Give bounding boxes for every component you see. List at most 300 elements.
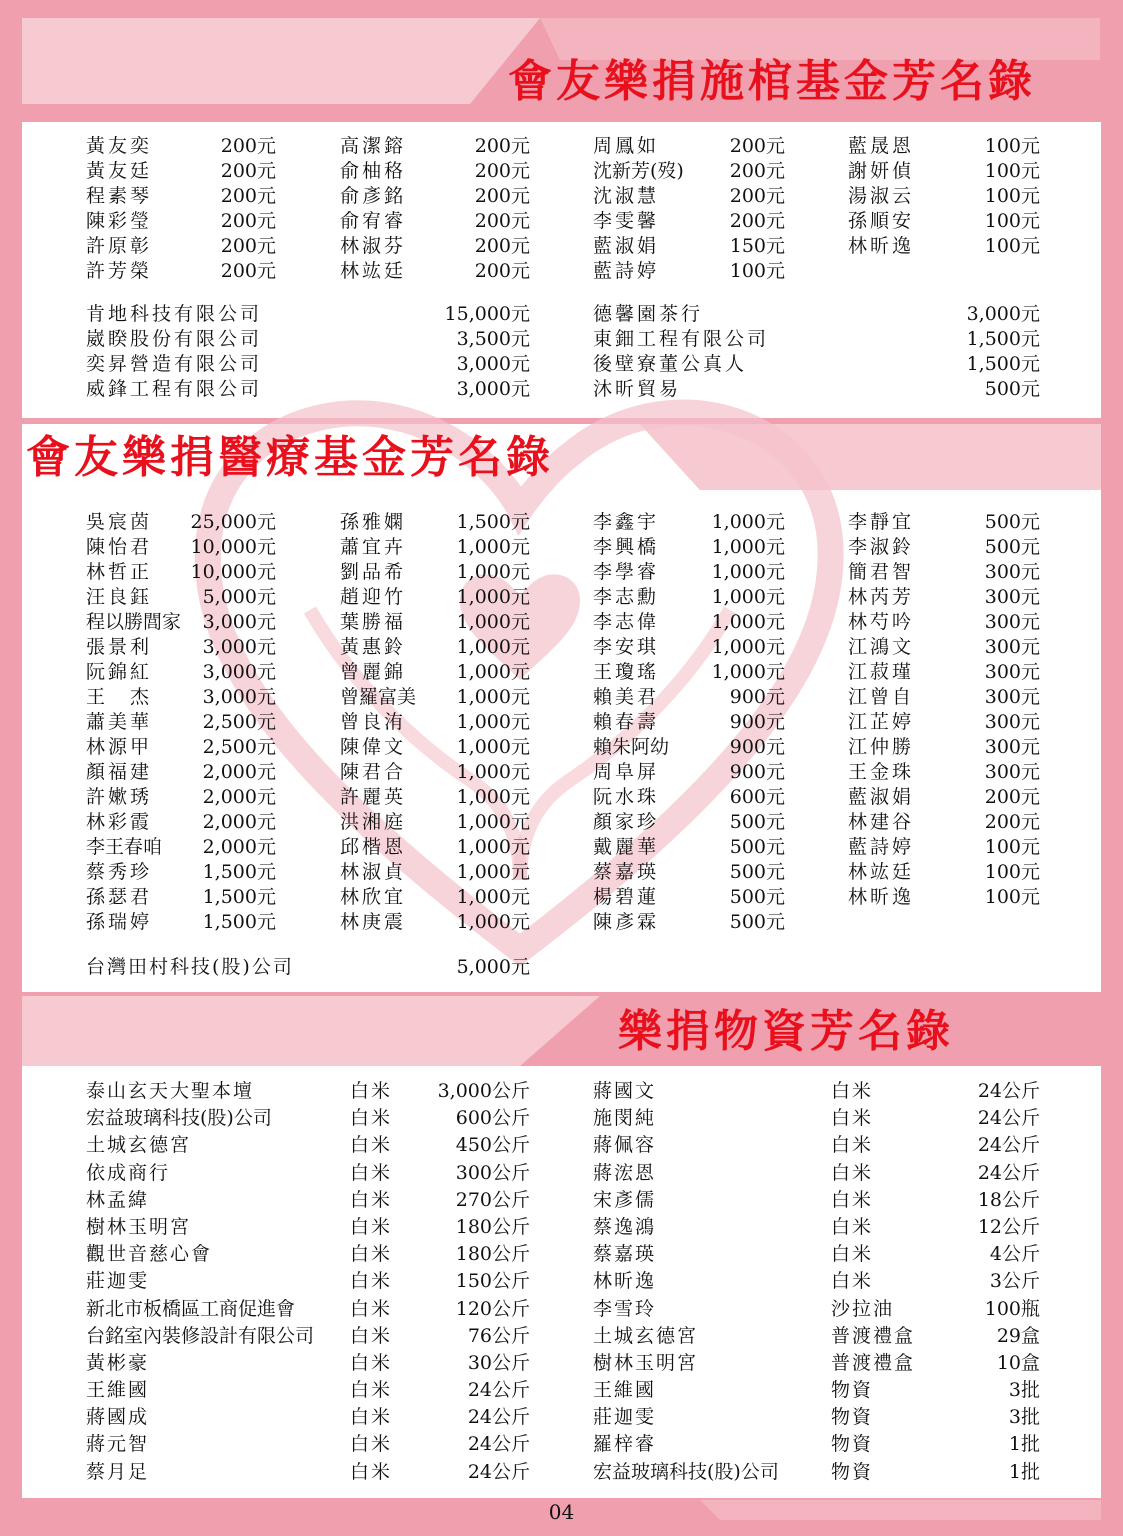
donor-name: 李王春咱 xyxy=(86,836,163,858)
donor-row xyxy=(86,835,276,860)
section2-title: 會友樂捐醫療基金芳名錄 xyxy=(26,432,554,483)
donor-row xyxy=(593,810,785,835)
material-item: 沙拉油 xyxy=(831,1297,895,1320)
material-item: 白米 xyxy=(350,1406,393,1429)
donor-row xyxy=(593,610,785,635)
donor-row xyxy=(848,610,1040,635)
material-quantity: 30公斤 xyxy=(467,1351,530,1374)
donor-name: 林竑廷 xyxy=(340,260,407,282)
material-item: 白米 xyxy=(350,1134,393,1157)
donor-name: 黃惠鈴 xyxy=(340,636,407,658)
donor-amount: 300元 xyxy=(984,661,1040,683)
material-donor: 蔡嘉瑛 xyxy=(593,1243,657,1266)
donor-name: 陳君合 xyxy=(340,761,407,783)
material-item: 普渡禮盒 xyxy=(831,1324,916,1347)
donor-name: 邱楷恩 xyxy=(340,836,407,858)
donor-amount: 500元 xyxy=(984,511,1040,533)
material-donor: 蔣佩容 xyxy=(593,1134,657,1157)
material-donor: 王維國 xyxy=(593,1379,657,1402)
donor-row xyxy=(340,735,530,760)
donor-name: 蕭美華 xyxy=(86,711,153,733)
company-row xyxy=(86,327,530,352)
donor-row xyxy=(593,635,785,660)
donor-name: 周阜屏 xyxy=(593,761,660,783)
donor-name: 林昕逸 xyxy=(848,235,915,257)
material-donor: 林昕逸 xyxy=(593,1270,657,1293)
donor-name: 賴美君 xyxy=(593,686,660,708)
donor-name: 江鴻文 xyxy=(848,636,915,658)
donor-name: 王金珠 xyxy=(848,761,915,783)
material-item: 白米 xyxy=(350,1324,393,1347)
donor-row xyxy=(848,560,1040,585)
donor-name: 李靜宜 xyxy=(848,511,915,533)
material-item: 白米 xyxy=(350,1379,393,1402)
company-name: 崴睽股份有限公司 xyxy=(86,328,263,350)
donor-row xyxy=(86,159,276,184)
donor-name: 賴春壽 xyxy=(593,711,660,733)
donor-row xyxy=(593,660,785,685)
donor-name: 高潔鎔 xyxy=(340,135,407,157)
donor-amount: 100元 xyxy=(984,235,1040,257)
donor-amount: 100元 xyxy=(984,886,1040,908)
section1-col-4 xyxy=(848,134,1040,259)
donor-row xyxy=(86,785,276,810)
donor-amount: 1,000元 xyxy=(456,886,530,908)
section2-col-1 xyxy=(86,510,276,935)
material-quantity: 24公斤 xyxy=(977,1134,1040,1157)
material-item: 白米 xyxy=(350,1188,393,1211)
donor-row xyxy=(848,585,1040,610)
material-quantity: 600公斤 xyxy=(455,1107,530,1130)
donor-amount: 1,000元 xyxy=(711,511,785,533)
donor-amount: 3,000元 xyxy=(202,661,276,683)
donor-name: 蔡秀珍 xyxy=(86,861,153,883)
material-quantity: 24公斤 xyxy=(467,1406,530,1429)
material-item: 白米 xyxy=(831,1107,874,1130)
donor-name: 王瓊瑤 xyxy=(593,661,660,683)
material-row xyxy=(86,1268,530,1295)
material-donor: 新北市板橋區工商促進會 xyxy=(86,1297,296,1320)
donor-name: 林源甲 xyxy=(86,736,153,758)
material-donor: 樹林玉明宮 xyxy=(86,1215,192,1238)
material-row xyxy=(593,1296,1040,1323)
donor-name: 曾良洧 xyxy=(340,711,407,733)
donor-amount: 200元 xyxy=(220,235,276,257)
donor-name: 江菽瑾 xyxy=(848,661,915,683)
material-quantity: 76公斤 xyxy=(467,1324,530,1347)
donor-row xyxy=(340,910,530,935)
donor-amount: 500元 xyxy=(729,861,785,883)
material-row xyxy=(593,1459,1040,1486)
donor-name: 葉勝福 xyxy=(340,611,407,633)
material-quantity: 24公斤 xyxy=(467,1379,530,1402)
company-row xyxy=(593,302,1040,327)
material-item: 白米 xyxy=(350,1080,393,1102)
donor-name: 黃友奕 xyxy=(86,135,153,157)
donor-row xyxy=(340,785,530,810)
material-donor: 王維國 xyxy=(86,1379,150,1402)
donor-amount: 200元 xyxy=(220,260,276,282)
company-name: 德馨園茶行 xyxy=(593,303,704,325)
donor-amount: 3,000元 xyxy=(202,636,276,658)
company-row xyxy=(593,377,1040,402)
donor-name: 孫雅嫻 xyxy=(340,511,407,533)
material-row xyxy=(86,1350,530,1377)
material-quantity: 24公斤 xyxy=(977,1107,1040,1130)
donor-amount: 900元 xyxy=(729,761,785,783)
donor-row xyxy=(86,234,276,259)
material-quantity: 29盒 xyxy=(996,1324,1040,1347)
donor-row xyxy=(848,885,1040,910)
donor-row xyxy=(593,585,785,610)
donor-row xyxy=(86,660,276,685)
donor-amount: 1,500元 xyxy=(202,911,276,933)
material-item: 白米 xyxy=(831,1270,874,1293)
donor-row xyxy=(86,810,276,835)
material-donor: 宏益玻璃科技(股)公司 xyxy=(86,1107,272,1130)
donor-name: 李學睿 xyxy=(593,561,660,583)
donor-row xyxy=(848,785,1040,810)
donor-amount: 500元 xyxy=(729,911,785,933)
material-item: 白米 xyxy=(350,1297,393,1320)
donor-amount: 100元 xyxy=(984,160,1040,182)
donor-name: 李興橋 xyxy=(593,536,660,558)
material-item: 物資 xyxy=(831,1379,874,1402)
donor-row xyxy=(340,159,530,184)
donor-name: 李志偉 xyxy=(593,611,660,633)
material-row xyxy=(593,1078,1040,1105)
donor-row xyxy=(340,710,530,735)
donor-name: 林芮芳 xyxy=(848,586,915,608)
donor-name: 林竑廷 xyxy=(848,861,915,883)
material-row xyxy=(593,1241,1040,1268)
donor-amount: 200元 xyxy=(220,135,276,157)
donor-name: 程素琴 xyxy=(86,185,153,207)
donor-row xyxy=(593,785,785,810)
section2-company xyxy=(86,955,530,980)
company-amount: 5,000元 xyxy=(456,956,530,978)
donor-name: 顏福建 xyxy=(86,761,153,783)
donor-name: 江曾自 xyxy=(848,686,915,708)
page-number: 04 xyxy=(548,1500,575,1524)
donor-amount: 300元 xyxy=(984,636,1040,658)
donor-amount: 10,000元 xyxy=(190,561,276,583)
donor-name: 蕭宜卉 xyxy=(340,536,407,558)
donor-name: 林淑貞 xyxy=(340,861,407,883)
donor-row xyxy=(340,259,530,284)
donor-name: 陳彩瑩 xyxy=(86,210,153,232)
material-row xyxy=(593,1323,1040,1350)
company-name: 威鋒工程有限公司 xyxy=(86,378,263,400)
material-quantity: 150公斤 xyxy=(455,1270,530,1293)
material-donor: 李雪玲 xyxy=(593,1297,657,1320)
material-quantity: 24公斤 xyxy=(467,1460,530,1483)
donor-amount: 300元 xyxy=(984,686,1040,708)
donor-row xyxy=(86,585,276,610)
donor-row xyxy=(848,535,1040,560)
company-row xyxy=(593,327,1040,352)
section1-col-1 xyxy=(86,134,276,284)
material-quantity: 270公斤 xyxy=(455,1188,530,1211)
donor-amount: 100元 xyxy=(984,185,1040,207)
donor-row xyxy=(340,660,530,685)
company-amount: 500元 xyxy=(984,378,1040,400)
donor-row xyxy=(340,184,530,209)
donor-amount: 150元 xyxy=(729,235,785,257)
donor-name: 藍詩婷 xyxy=(593,260,660,282)
company-amount: 3,000元 xyxy=(966,303,1040,325)
company-row xyxy=(593,352,1040,377)
donor-amount: 200元 xyxy=(220,210,276,232)
material-donor: 蔣元智 xyxy=(86,1433,150,1456)
donor-row xyxy=(340,560,530,585)
donor-row xyxy=(86,560,276,585)
company-name: 奕昇營造有限公司 xyxy=(86,353,263,375)
donor-row xyxy=(340,234,530,259)
donor-row xyxy=(86,510,276,535)
material-row xyxy=(86,1132,530,1159)
donor-row xyxy=(86,885,276,910)
donor-amount: 1,500元 xyxy=(456,511,530,533)
donor-name: 周鳳如 xyxy=(593,135,660,157)
material-row xyxy=(86,1431,530,1458)
company-row xyxy=(86,377,530,402)
material-quantity: 3批 xyxy=(1008,1379,1040,1402)
material-donor: 泰山玄天大聖本壇 xyxy=(86,1080,255,1102)
donor-amount: 200元 xyxy=(474,260,530,282)
donor-amount: 1,000元 xyxy=(456,786,530,808)
section2-col-4 xyxy=(848,510,1040,910)
material-quantity: 1批 xyxy=(1008,1460,1040,1483)
donor-row xyxy=(86,635,276,660)
donor-amount: 2,000元 xyxy=(202,786,276,808)
material-donor: 莊迦雯 xyxy=(593,1406,657,1429)
donor-row xyxy=(86,910,276,935)
donor-name: 黃友廷 xyxy=(86,160,153,182)
donor-amount: 200元 xyxy=(220,160,276,182)
donor-row xyxy=(848,234,1040,259)
donor-name: 楊碧蓮 xyxy=(593,886,660,908)
donor-row xyxy=(593,735,785,760)
donor-row xyxy=(593,910,785,935)
donor-amount: 5,000元 xyxy=(202,586,276,608)
donor-name: 林昕逸 xyxy=(848,886,915,908)
material-row xyxy=(593,1377,1040,1404)
donor-row xyxy=(340,885,530,910)
material-donor: 林孟緯 xyxy=(86,1188,150,1211)
donor-name: 賴朱阿幼 xyxy=(593,736,670,758)
donor-name: 藍詩婷 xyxy=(848,836,915,858)
donor-amount: 200元 xyxy=(984,811,1040,833)
donor-row xyxy=(848,685,1040,710)
material-quantity: 450公斤 xyxy=(455,1134,530,1157)
material-item: 物資 xyxy=(831,1406,874,1429)
donor-amount: 200元 xyxy=(729,135,785,157)
donor-amount: 1,500元 xyxy=(202,861,276,883)
donor-row xyxy=(593,885,785,910)
donor-name: 林芍吟 xyxy=(848,611,915,633)
donor-name: 張景利 xyxy=(86,636,153,658)
material-donor: 樹林玉明宮 xyxy=(593,1351,699,1374)
donor-amount: 500元 xyxy=(729,811,785,833)
donor-row xyxy=(848,510,1040,535)
material-quantity: 18公斤 xyxy=(977,1188,1040,1211)
donor-row xyxy=(593,560,785,585)
section3-left-list xyxy=(86,1078,530,1486)
donor-row xyxy=(848,710,1040,735)
donor-amount: 3,000元 xyxy=(202,686,276,708)
donor-name: 沈新芳(歿) xyxy=(593,160,684,182)
donor-amount: 200元 xyxy=(474,210,530,232)
donor-amount: 200元 xyxy=(474,135,530,157)
section2-col-2 xyxy=(340,510,530,935)
donor-amount: 200元 xyxy=(474,160,530,182)
material-quantity: 10盒 xyxy=(996,1351,1040,1374)
donor-amount: 300元 xyxy=(984,761,1040,783)
donor-amount: 2,000元 xyxy=(202,811,276,833)
donor-amount: 1,000元 xyxy=(711,636,785,658)
section3-title: 樂捐物資芳名錄 xyxy=(618,1006,954,1057)
donor-amount: 1,000元 xyxy=(711,586,785,608)
material-quantity: 24公斤 xyxy=(977,1080,1040,1102)
section3-right-list xyxy=(593,1078,1040,1486)
donor-amount: 2,500元 xyxy=(202,711,276,733)
donor-amount: 500元 xyxy=(729,836,785,858)
donor-amount: 200元 xyxy=(729,160,785,182)
donor-row xyxy=(340,510,530,535)
donor-amount: 2,000元 xyxy=(202,836,276,858)
material-row xyxy=(593,1214,1040,1241)
donor-row xyxy=(848,835,1040,860)
donor-row xyxy=(86,860,276,885)
donor-amount: 1,000元 xyxy=(456,661,530,683)
donor-row xyxy=(593,209,785,234)
donor-amount: 1,000元 xyxy=(711,536,785,558)
donor-name: 許原彰 xyxy=(86,235,153,257)
donor-row xyxy=(340,585,530,610)
donor-row xyxy=(340,610,530,635)
donor-amount: 200元 xyxy=(474,185,530,207)
material-row xyxy=(593,1404,1040,1431)
donor-name: 趙迎竹 xyxy=(340,586,407,608)
material-item: 物資 xyxy=(831,1460,874,1483)
donor-row xyxy=(848,810,1040,835)
material-donor: 蔡逸鴻 xyxy=(593,1215,657,1238)
donor-amount: 100元 xyxy=(729,260,785,282)
donor-amount: 1,000元 xyxy=(456,636,530,658)
donor-name: 沈淑慧 xyxy=(593,185,660,207)
company-amount: 3,000元 xyxy=(456,378,530,400)
material-item: 白米 xyxy=(350,1215,393,1238)
donor-row xyxy=(848,760,1040,785)
donor-amount: 1,000元 xyxy=(456,611,530,633)
material-item: 物資 xyxy=(831,1433,874,1456)
donor-name: 顏家珍 xyxy=(593,811,660,833)
donor-name: 吳宸茵 xyxy=(86,511,153,533)
donor-name: 阮錦紅 xyxy=(86,661,153,683)
material-donor: 土城玄德宮 xyxy=(593,1324,699,1347)
section1-col-2 xyxy=(340,134,530,284)
donor-row xyxy=(848,860,1040,885)
donor-amount: 200元 xyxy=(729,185,785,207)
material-donor: 蔣國文 xyxy=(593,1080,657,1102)
material-row xyxy=(86,1187,530,1214)
section1-col-3 xyxy=(593,134,785,284)
donor-row xyxy=(593,510,785,535)
donor-row xyxy=(593,710,785,735)
material-quantity: 3,000公斤 xyxy=(437,1080,530,1102)
section1-title: 會友樂捐施棺基金芳名錄 xyxy=(508,56,1036,107)
donor-row xyxy=(593,835,785,860)
donor-amount: 300元 xyxy=(984,586,1040,608)
donor-name: 李淑鈴 xyxy=(848,536,915,558)
donor-name: 曾麗錦 xyxy=(340,661,407,683)
material-quantity: 180公斤 xyxy=(455,1215,530,1238)
donor-name: 陳偉文 xyxy=(340,736,407,758)
donor-name: 俞柚䅂 xyxy=(340,160,407,182)
material-donor: 宏益玻璃科技(股)公司 xyxy=(593,1460,779,1483)
donor-row xyxy=(340,635,530,660)
material-row xyxy=(593,1132,1040,1159)
donor-row xyxy=(848,635,1040,660)
material-item: 普渡禮盒 xyxy=(831,1351,916,1374)
company-name: 沐昕貿易 xyxy=(593,378,682,400)
material-row xyxy=(86,1323,530,1350)
material-donor: 蔣國成 xyxy=(86,1406,150,1429)
donor-name: 曾羅富美 xyxy=(340,686,417,708)
donor-row xyxy=(86,685,276,710)
donor-row xyxy=(86,134,276,159)
material-row xyxy=(593,1431,1040,1458)
material-donor: 台銘室內裝修設計有限公司 xyxy=(86,1324,315,1347)
material-donor: 羅梓睿 xyxy=(593,1433,657,1456)
material-row xyxy=(593,1187,1040,1214)
donor-amount: 300元 xyxy=(984,711,1040,733)
material-donor: 黃彬豪 xyxy=(86,1351,150,1374)
donor-row xyxy=(86,610,276,635)
donor-amount: 25,000元 xyxy=(190,511,276,533)
donor-name: 林彩霞 xyxy=(86,811,153,833)
donor-name: 許麗英 xyxy=(340,786,407,808)
donor-row xyxy=(848,209,1040,234)
donor-amount: 900元 xyxy=(729,711,785,733)
donor-name: 林哲正 xyxy=(86,561,153,583)
material-row xyxy=(86,1241,530,1268)
donor-name: 陳彥霖 xyxy=(593,911,660,933)
donor-amount: 100元 xyxy=(984,135,1040,157)
company-amount: 3,000元 xyxy=(456,353,530,375)
donor-amount: 500元 xyxy=(984,536,1040,558)
donor-name: 林建谷 xyxy=(848,811,915,833)
material-row xyxy=(86,1296,530,1323)
donor-row xyxy=(340,835,530,860)
material-donor: 蔣浤恩 xyxy=(593,1161,657,1184)
company-row xyxy=(86,302,530,327)
donor-name: 江仲勝 xyxy=(848,736,915,758)
donor-amount: 1,000元 xyxy=(456,761,530,783)
donor-amount: 1,000元 xyxy=(456,586,530,608)
material-quantity: 24公斤 xyxy=(977,1161,1040,1184)
material-row xyxy=(86,1377,530,1404)
donor-row xyxy=(340,860,530,885)
donor-row xyxy=(86,209,276,234)
material-donor: 宋彥儒 xyxy=(593,1188,657,1211)
donor-name: 陳怡君 xyxy=(86,536,153,558)
material-donor: 依成商行 xyxy=(86,1161,171,1184)
donor-name: 孫順安 xyxy=(848,210,915,232)
donor-name: 俞彥銘 xyxy=(340,185,407,207)
material-donor: 土城玄德宮 xyxy=(86,1134,192,1157)
